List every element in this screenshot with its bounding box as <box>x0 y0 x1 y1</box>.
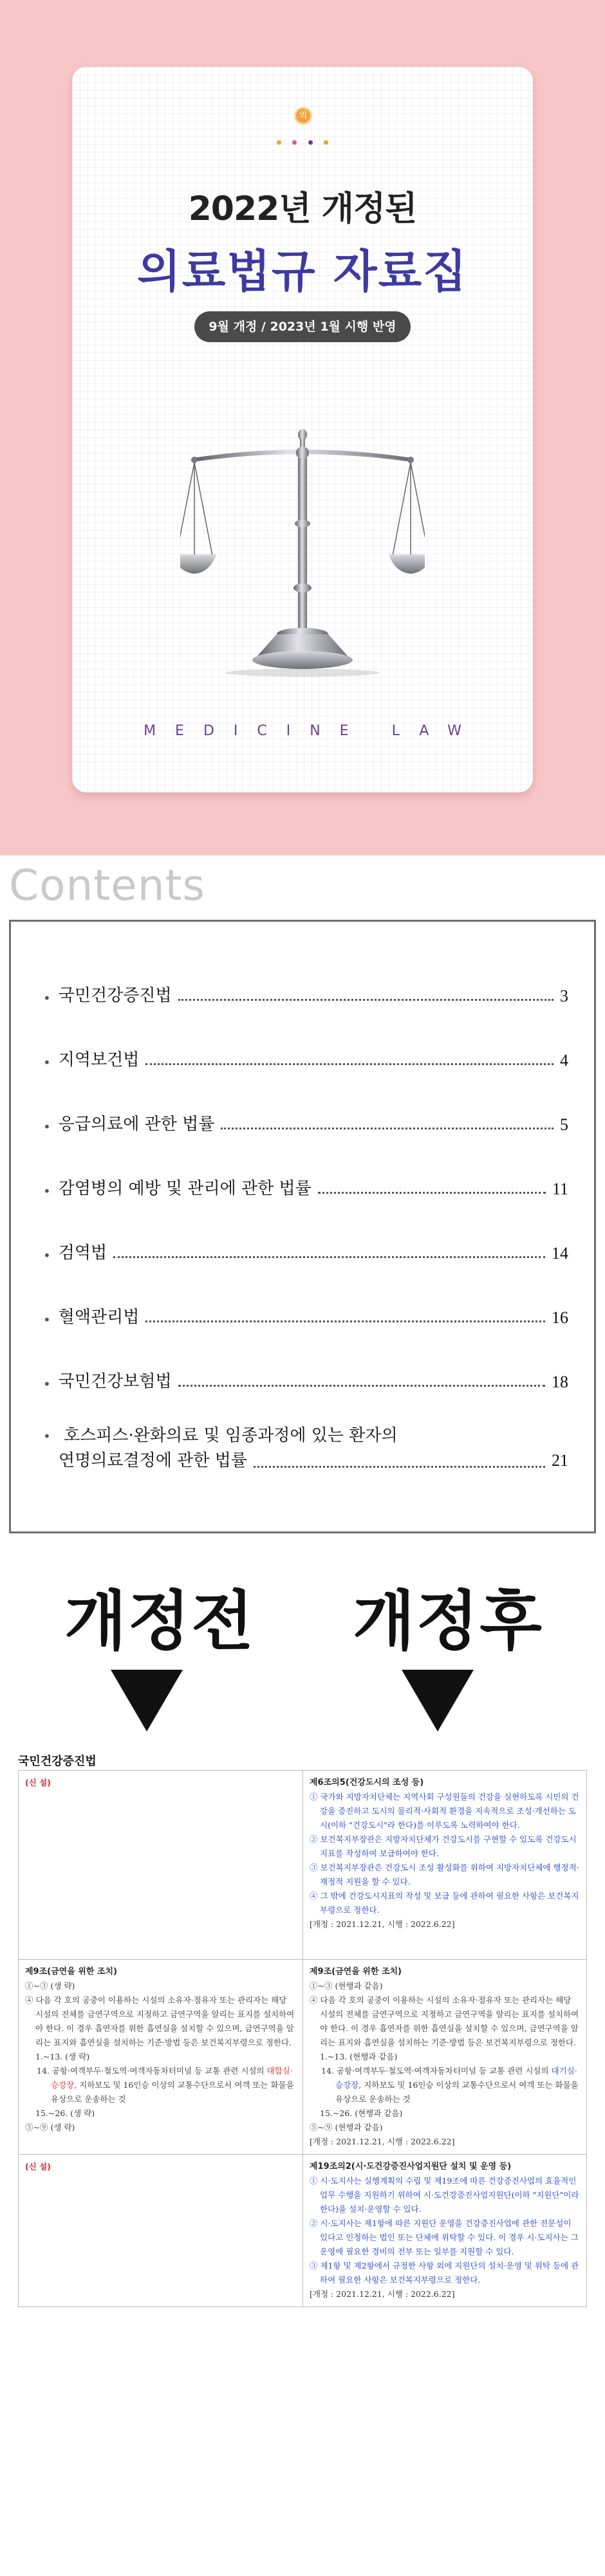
bullet-icon: • <box>43 1055 51 1070</box>
article-line: ①~③ (현행과 같음) <box>310 1981 383 1991</box>
article-line: ⑤~⑨ (현행과 같음) <box>310 2123 383 2132</box>
toc-item[interactable] <box>43 1175 568 1199</box>
after-label: 개정후 <box>353 1584 543 1659</box>
toc-item[interactable] <box>43 1111 568 1135</box>
toc-leader <box>113 1256 545 1258</box>
cover-revision-badge: 9월 개정 / 2023년 1월 시행 반영 <box>194 311 411 342</box>
table-row <box>19 2155 587 2307</box>
table-row <box>19 1960 587 2155</box>
bullet-icon: • <box>43 1429 51 1444</box>
before-cell <box>19 1960 303 2155</box>
article-line: ①~③ (생 략) <box>25 1981 75 1991</box>
scales-of-justice-icon <box>180 427 425 678</box>
toc-item-title-line1: 호스피스·완화의료 및 임종과정에 있는 환자의 <box>64 1426 398 1445</box>
article-line: 15.~26. (현행과 같음) <box>320 2108 403 2118</box>
dot-icon <box>277 140 281 145</box>
toc-item[interactable] <box>43 1239 568 1263</box>
toc-item-title-line2: 연명의료결정에 관한 법률 <box>59 1451 247 1470</box>
article-paragraph: ② 보건복지부장관은 지방자치단체가 건강도시를 구현할 수 있도록 건강도시지표를 작성하여 보급하여야 한다. <box>310 1834 577 1858</box>
toc-item[interactable] <box>43 1368 568 1392</box>
article-line: 1.~13. (생 략) <box>35 2052 90 2061</box>
contents-heading: Contents <box>9 861 205 910</box>
toc-item-page: 5 <box>560 1115 568 1134</box>
article-line: 15.~26. (생 략) <box>35 2108 95 2118</box>
toc-leader <box>254 1466 545 1468</box>
toc-item-title: 국민건강증진법 <box>58 986 172 1005</box>
toc-item[interactable] <box>43 1304 568 1328</box>
before-label: 개정전 <box>64 1584 255 1659</box>
article-paragraph: ④ 그 밖에 건강도시지표의 작성 및 보급 등에 관하여 필요한 사항은 보건복지부령으로 정한다. <box>310 1891 579 1915</box>
toc-item-title: 검역법 <box>58 1243 107 1263</box>
toc-item-page: 21 <box>552 1451 568 1470</box>
article-paragraph: ④ 다음 각 호의 공중이 이용하는 시설의 소유자·점유자 또는 관리자는 해당 시설의 전체를 금연구역으로 지정하고 금연구역을 알리는 표지를 설치하여야 한다. 이 경우 흡연자를 위한 흡연실을 설치할 수 있으며, 금연구역을 알리는 표지와 흡연실을 설치하는 기준·방법 등은 보건복지부령으로 정한다. <box>310 1995 579 2047</box>
revision-note: [개정 : 2021.12.21, 시행 : 2022.6.22] <box>310 2289 455 2299</box>
cover-main-title: 의료법규 자료집 <box>137 245 468 298</box>
cover-year-title: 2022년 개정된 <box>188 190 417 228</box>
article-heading: 제6조의5(건강도시의 조성 등) <box>310 1778 424 1787</box>
changed-text: 대합실·승강장 <box>51 2066 293 2090</box>
new-provision-tag: (신 설) <box>25 1778 51 1787</box>
toc-item-title: 감염병의 예방 및 관리에 관한 법률 <box>58 1179 312 1198</box>
toc-leader <box>178 1385 545 1387</box>
document-title: 국민건강증진법 <box>18 1755 97 1768</box>
after-cell <box>303 1771 587 1960</box>
dot-icon <box>292 140 297 145</box>
table-row <box>19 1771 587 1960</box>
toc-item-page: 14 <box>552 1244 568 1263</box>
toc-item-page: 16 <box>552 1308 568 1327</box>
toc-item[interactable] <box>43 982 568 1006</box>
cover-logo-icon: 의 <box>294 107 312 125</box>
toc-item[interactable] <box>43 1046 568 1070</box>
table-of-contents <box>9 920 596 1533</box>
toc-leader <box>178 999 554 1001</box>
toc-item-title: 응급의료에 관한 법률 <box>58 1115 215 1134</box>
toc-item-page: 4 <box>560 1051 568 1070</box>
toc-item-title: 혈액관리법 <box>58 1308 140 1327</box>
cover-card <box>72 67 533 792</box>
article-line: ⑤~⑨ (생 략) <box>25 2123 75 2132</box>
new-provision-tag: (신 설) <box>25 2162 51 2171</box>
revision-note: [개정 : 2021.12.21, 시행 : 2022.6.22] <box>310 2137 455 2146</box>
article-paragraph: ④ 다음 각 호의 공중이 이용하는 시설의 소유자·점유자 또는 관리자는 해당 시설의 전체를 금연구역으로 지정하고 금연구역을 알리는 표지를 설치하여야 한다. 이 경우 흡연자를 위한 흡연실을 설치할 수 있으며, 금연구역을 알리는 표지와 흡연실을 설치하는 기준·방법 등은 보건복지부령으로 정한다. <box>25 1995 295 2047</box>
article-item-tail: , 지하보도 및 16인승 이상의 교통수단으로서 여객 또는 화물을 유상으로 운송하는 것 <box>51 2080 294 2104</box>
dot-icon <box>308 140 313 145</box>
article-item-tail: , 지하보도 및 16인승 이상의 교통수단으로서 여객 또는 화물을 유상으로 운송하는 것 <box>335 2080 579 2104</box>
comparison-table <box>18 1770 587 2307</box>
down-arrow-icon <box>402 1670 474 1731</box>
toc-item[interactable] <box>43 1423 568 1473</box>
revision-note: [개정 : 2021.12.21, 시행 : 2022.6.22] <box>310 1919 455 1929</box>
toc-item-page: 11 <box>552 1180 568 1198</box>
article-paragraph: ① 국가와 지방자치단체는 지역사회 구성원들의 건강을 실현하도록 시민의 건강을 증진하고 도시의 물리적·사회적 환경을 지속적으로 조성·개선하는 도시(이하 "건강도시"라 한다)를 이루도록 노력하여야 한다. <box>310 1792 579 1830</box>
before-cell <box>19 2155 303 2307</box>
bullet-icon: • <box>43 1119 51 1135</box>
bullet-icon: • <box>43 991 51 1006</box>
article-heading: 제19조의2(시·도건강증진사업지원단 설치 및 운영 등) <box>310 2162 512 2171</box>
article-item <box>25 2064 296 2106</box>
dot-icon <box>324 140 328 145</box>
article-heading: 제9조(금연을 위한 조치) <box>310 1967 402 1977</box>
down-arrow-icon <box>111 1670 183 1731</box>
decorative-dots <box>277 140 328 145</box>
article-paragraph: ① 시·도지사는 실행계획의 수립 및 제19조에 따른 건강증진사업의 효율적인 업무 수행을 지원하기 위하여 시·도건강증진사업지원단(이하 "지원단"이라 한다)을 설치·운영할 수 있다. <box>310 2176 579 2214</box>
after-cell <box>303 2155 587 2307</box>
toc-item-title: 지역보건법 <box>58 1050 140 1070</box>
bullet-icon: • <box>43 1312 51 1328</box>
article-paragraph: ③ 제1항 및 제2항에서 규정한 사항 외에 지원단의 설치·운영 및 위탁 등에 관하여 필요한 사항은 보건복지부령으로 정한다. <box>310 2261 579 2285</box>
article-line: 1.~13. (현행과 같음) <box>320 2052 398 2061</box>
article-paragraph: ③ 보건복지부장관은 건강도시 조성 활성화를 위하여 지방자치단체에 행정적·재정적 지원을 할 수 있다. <box>310 1863 579 1886</box>
article-paragraph: ② 시·도지사는 제1항에 따른 지원단 운영을 건강증진사업에 관한 전문성이 있다고 인정하는 법인 또는 단체에 위탁할 수 있다. 이 경우 시·도지사는 그 운영에 필요한 경비의 전부 또는 일부를 지원할 수 있다. <box>310 2218 579 2256</box>
toc-leader <box>145 1320 545 1322</box>
toc-item-title: 국민건강보험법 <box>58 1372 172 1391</box>
toc-item-page: 3 <box>560 987 568 1005</box>
article-item-text: 14. 공항·여객부두·철도역·여객자동차터미널 등 교통 관련 시설의 <box>321 2066 552 2076</box>
toc-leader <box>145 1063 554 1065</box>
article-item <box>310 2064 580 2106</box>
bullet-icon: • <box>43 1183 51 1199</box>
bullet-icon: • <box>43 1248 51 1263</box>
bullet-icon: • <box>43 1376 51 1392</box>
article-heading: 제9조(금연을 위한 조치) <box>25 1967 118 1977</box>
article-item-text: 14. 공항·여객부두·철도역·여객자동차터미널 등 교통 관련 시설의 <box>37 2066 267 2076</box>
before-cell <box>19 1771 303 1960</box>
changed-text: 대기실·승강장 <box>335 2066 577 2090</box>
toc-item-page: 18 <box>552 1373 568 1391</box>
cover-subtitle: MEDICINE LAW <box>144 723 481 739</box>
after-cell <box>303 1960 587 2155</box>
cover-section <box>0 0 605 855</box>
toc-leader <box>221 1128 554 1129</box>
toc-leader <box>318 1192 546 1194</box>
